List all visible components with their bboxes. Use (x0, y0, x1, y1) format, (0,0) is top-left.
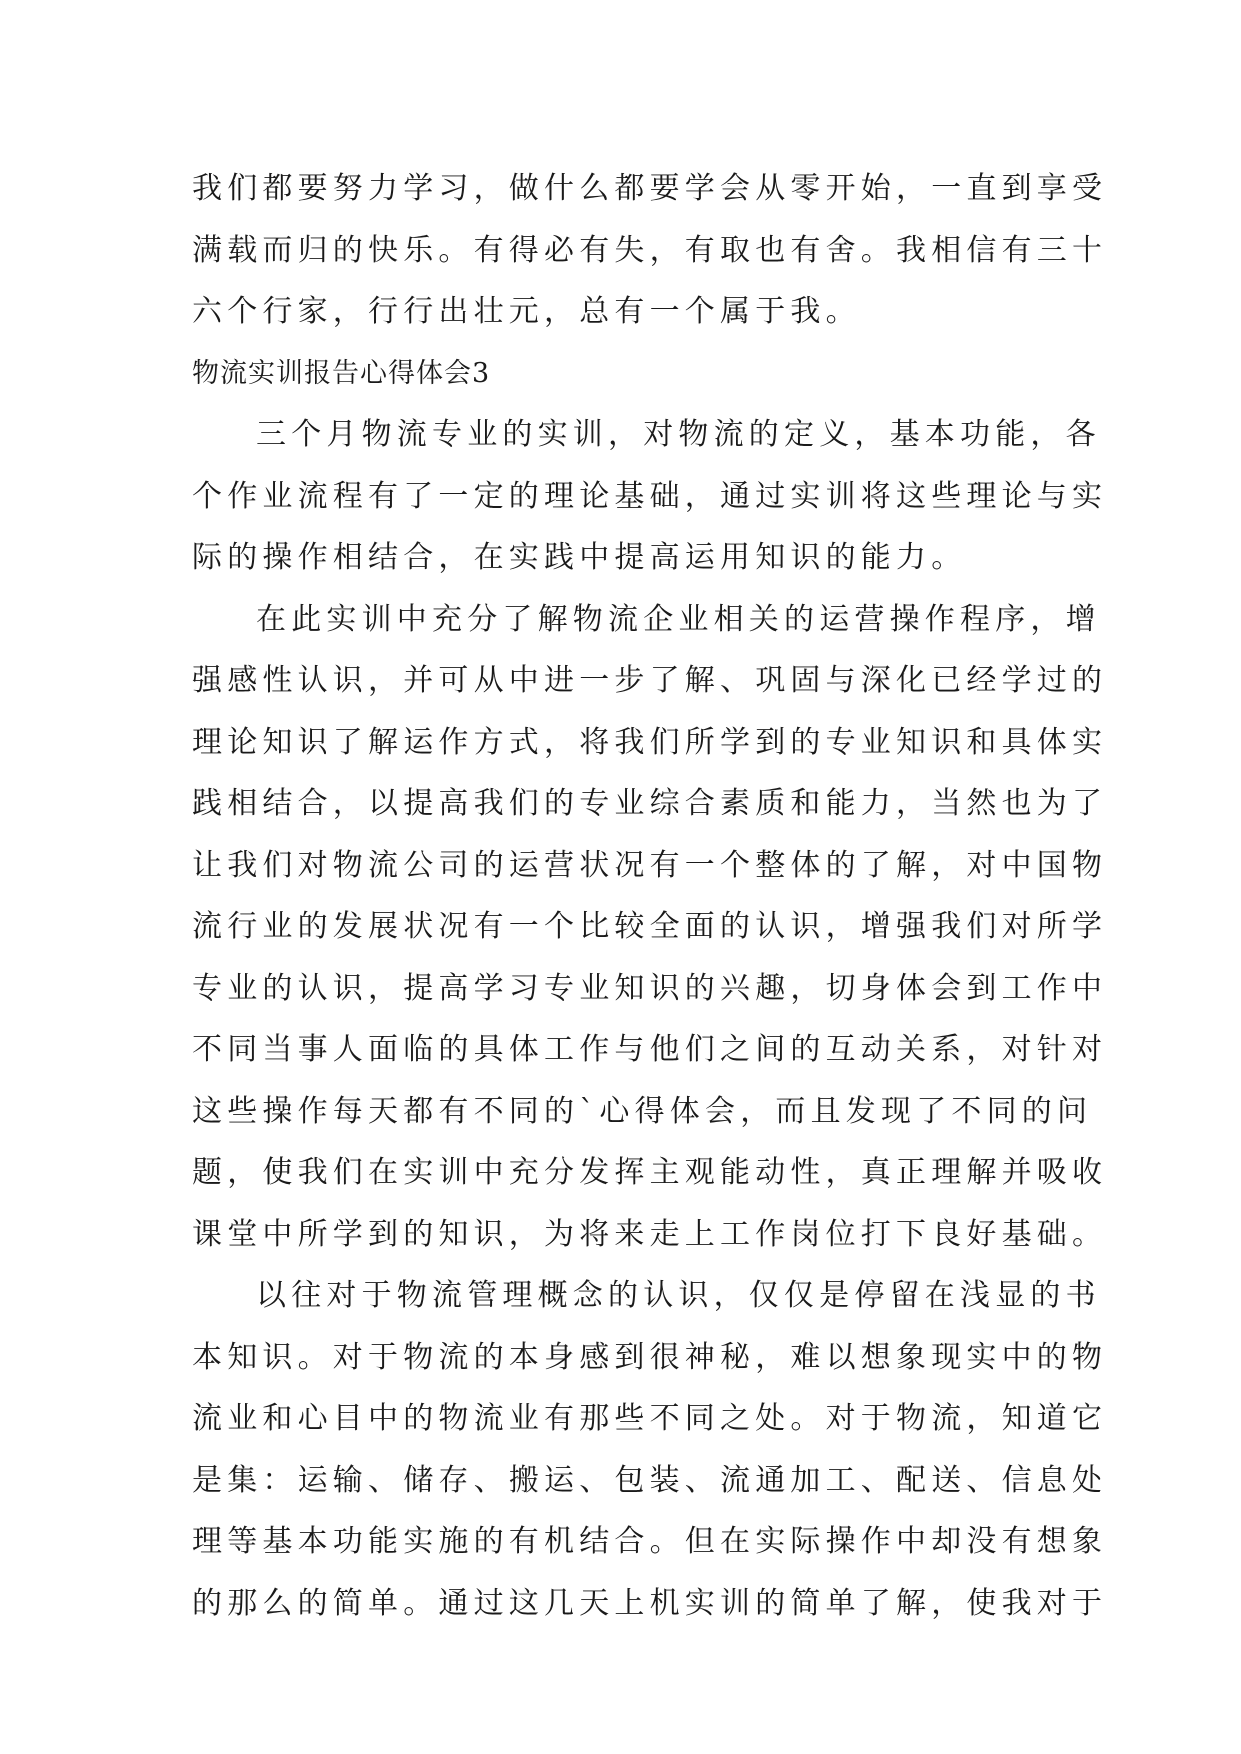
text-line: 这些操作每天都有不同的`心得体会，而且发现了不同的问 (192, 1093, 1093, 1129)
text-line: 的那么的简单。通过这几天上机实训的简单了解，使我对于 (192, 1585, 1108, 1621)
text-line: 题，使我们在实训中充分发挥主观能动性，真正理解并吸收 (192, 1155, 1108, 1190)
text-line: 流业和心目中的物流业有那些不同之处。对于物流，知道它 (192, 1401, 1108, 1436)
text-line: 是集：运输、储存、搬运、包装、流通加工、配送、信息处 (192, 1462, 1108, 1498)
text-line: 满载而归的快乐。有得必有失，有取也有舍。我相信有三十 (192, 232, 1108, 268)
text-line: 流行业的发展状况有一个比较全面的认识，增强我们对所学 (192, 909, 1108, 944)
text-line: 本知识。对于物流的本身感到很神秘，难以想象现实中的物 (192, 1339, 1108, 1375)
text-line: 理论知识了解运作方式，将我们所学到的专业知识和具体实 (192, 724, 1108, 760)
text-line: 在此实训中充分了解物流企业相关的运营操作程序，增 (256, 601, 1101, 637)
text-line: 理等基本功能实施的有机结合。但在实际操作中却没有想象 (192, 1524, 1108, 1559)
text-line: 我们都要努力学习，做什么都要学会从零开始，一直到享受 (192, 171, 1108, 206)
text-line: 专业的认识，提高学习专业知识的兴趣，切身体会到工作中 (192, 970, 1108, 1006)
text-line: 强感性认识，并可从中进一步了解、巩固与深化已经学过的 (192, 663, 1108, 698)
text-line: 不同当事人面临的具体工作与他们之间的互动关系，对针对 (192, 1032, 1108, 1067)
text-line: 个作业流程有了一定的理论基础，通过实训将这些理论与实 (192, 478, 1108, 514)
text-line: 让我们对物流公司的运营状况有一个整体的了解，对中国物 (192, 847, 1108, 883)
text-line: 六个行家，行行出壮元，总有一个属于我。 (192, 294, 861, 329)
text-line: 际的操作相结合，在实践中提高运用知识的能力。 (192, 540, 967, 575)
document-body (192, 158, 1108, 1634)
text-line: 三个月物流专业的实训，对物流的定义，基本功能，各 (256, 417, 1101, 452)
text-line: 课堂中所学到的知识，为将来走上工作岗位打下良好基础。 (192, 1216, 1108, 1252)
section-heading: 物流实训报告心得体会3 (192, 357, 491, 389)
text-line: 以往对于物流管理概念的认识，仅仅是停留在浅显的书 (256, 1278, 1101, 1313)
text-line: 践相结合，以提高我们的专业综合素质和能力，当然也为了 (192, 786, 1108, 821)
